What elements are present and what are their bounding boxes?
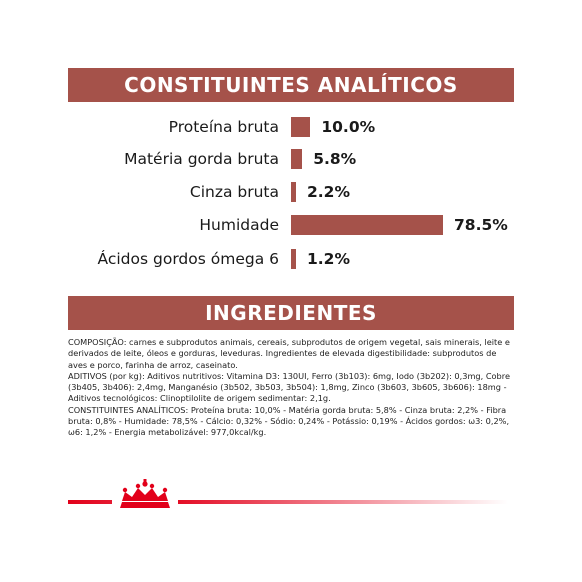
analytic-row-bar	[291, 117, 310, 137]
analytic-row-value: 78.5%	[454, 216, 508, 234]
ingredients-text	[68, 337, 518, 439]
analytic-row-protein	[0, 116, 582, 138]
analytic-row-label: Ácidos gordos ómega 6	[97, 250, 279, 268]
ingredients-composition: COMPOSIÇÃO: carnes e subprodutos animais, cereais, subprodutos de origem vegetal, sais minerais, leite e derivados de leite, óleos e gorduras, leveduras. Ingredientes de elevada digestibilidade: subprodutos de aves e porco, farinha de arroz, caseinato.	[68, 337, 510, 370]
analytic-row-label: Matéria gorda bruta	[124, 150, 279, 168]
analytic-row-bar	[291, 149, 302, 169]
analytic-constituents-header: CONSTITUINTES ANALÍTICOS	[68, 68, 514, 102]
ingredients-header: INGREDIENTES	[68, 296, 514, 330]
ingredients-additives: ADITIVOS (por kg): Aditivos nutritivos: Vitamina D3: 130UI, Ferro (3b103): 6mg, Iodo (3b202): 0,3mg, Cobre (3b405, 3b406): 2,4mg, Manganésio (3b502, 3b503, 3b504): 1,8mg, Zinco (3b603, 3b605, 3b606): 18mg - Aditivos tecnológicos: Clinoptilolite de origem sedimentar: 2,1g.	[68, 370, 510, 404]
analytic-row-value: 1.2%	[307, 250, 350, 268]
analytic-row-value: 2.2%	[307, 183, 350, 201]
analytic-row-label: Humidade	[199, 216, 279, 234]
crown-icon	[120, 479, 170, 508]
analytic-row-bar	[291, 215, 443, 235]
analytic-row-value: 10.0%	[321, 118, 376, 136]
analytic-row-moisture	[0, 214, 582, 236]
ingredients-analytic-constituents: CONSTITUINTES ANALÍTICOS: Proteína bruta: 10,0% - Matéria gorda bruta: 5,8% - Cinza bruta: 2,2% - Fibra bruta: 0,8% - Humidade: 78,5% - Cálcio: 0,32% - Sódio: 0,24% - Potássio: 0,19% - Ácidos gordos: ω3: 0,2%, ω6: 1,2% - Energia metabolizável: 977,0kcal/kg.	[68, 404, 510, 438]
brand-line-right	[178, 500, 508, 504]
brand-line	[68, 478, 508, 514]
analytic-row-label: Proteína bruta	[168, 118, 279, 136]
analytic-row-bar	[291, 249, 296, 269]
analytic-row-ash	[0, 181, 582, 203]
analytic-row-value: 5.8%	[313, 150, 357, 168]
analytic-row-fat	[0, 148, 582, 170]
analytic-row-omega6	[0, 248, 582, 270]
analytic-row-bar	[291, 182, 296, 202]
analytic-row-label: Cinza bruta	[189, 183, 279, 201]
brand-line-left	[68, 500, 112, 504]
